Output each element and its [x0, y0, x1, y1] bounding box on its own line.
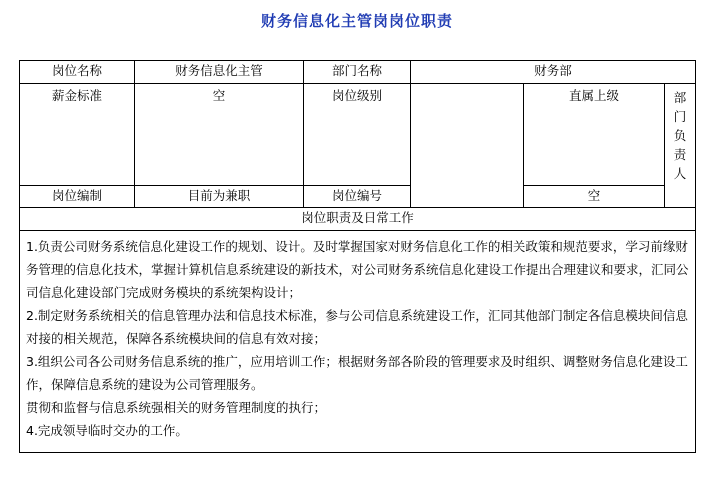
table-row [20, 186, 696, 208]
superior-vertical-text: 部 门 负 责 人 [673, 90, 687, 181]
table-row [20, 61, 696, 84]
value-level [411, 84, 523, 86]
table-row [20, 84, 696, 186]
section-header: 岗位职责及日常工作 [20, 208, 696, 231]
duty-item: 1.负责公司财务系统信息化建设工作的规划、设计。及时掌握国家对财务信息化工作的相关政策和规范要求，学习前缘财务管理的信息化技术，掌握计算机信息系统建设的新技术，对公司财务系统信息化建设工作提出合理建议和要求，汇同公司信息化建设部门完成财务模块的系统架构设计； [26, 239, 689, 300]
label-post-name: 岗位名称 [20, 61, 135, 84]
value-headcount: 目前为兼职 [135, 186, 304, 208]
label-headcount: 岗位编制 [20, 186, 135, 208]
label-superior: 直属上级 [568, 88, 619, 103]
label-level: 岗位级别 [331, 88, 382, 103]
label-post-no: 岗位编号 [304, 186, 411, 208]
duty-item: 2.制定财务系统相关的信息管理办法和信息技术标准，参与公司信息系统建设工作，汇同其他部门制定各信息模块间信息对接的相关规范，保障各系统模块间的信息有效对接； [26, 308, 688, 346]
value-post-name: 财务信息化主管 [135, 61, 304, 84]
duty-item: 4.完成领导临时交办的工作。 [26, 423, 188, 438]
table-row [20, 208, 696, 231]
value-superior [665, 84, 696, 208]
job-description-table [19, 60, 696, 453]
duty-item: 3.组织公司各公司财务信息系统的推广，应用培训工作；根据财务部各阶段的管理要求及时组织、调整财务信息化建设工作，保障信息系统的建设为公司管理服务。 [26, 354, 688, 392]
table-row [20, 231, 696, 453]
document-title: 财务信息化主管岗岗位职责 [260, 12, 453, 30]
label-department: 部门名称 [304, 61, 411, 84]
value-post-no: 空 [524, 186, 665, 208]
duties-cell [20, 231, 696, 453]
value-department: 财务部 [411, 61, 696, 84]
duties-list [20, 231, 695, 442]
value-salary: 空 [212, 88, 226, 103]
duty-item: 贯彻和监督与信息系统强相关的财务管理制度的执行； [26, 400, 327, 415]
label-salary: 薪金标准 [51, 88, 102, 103]
